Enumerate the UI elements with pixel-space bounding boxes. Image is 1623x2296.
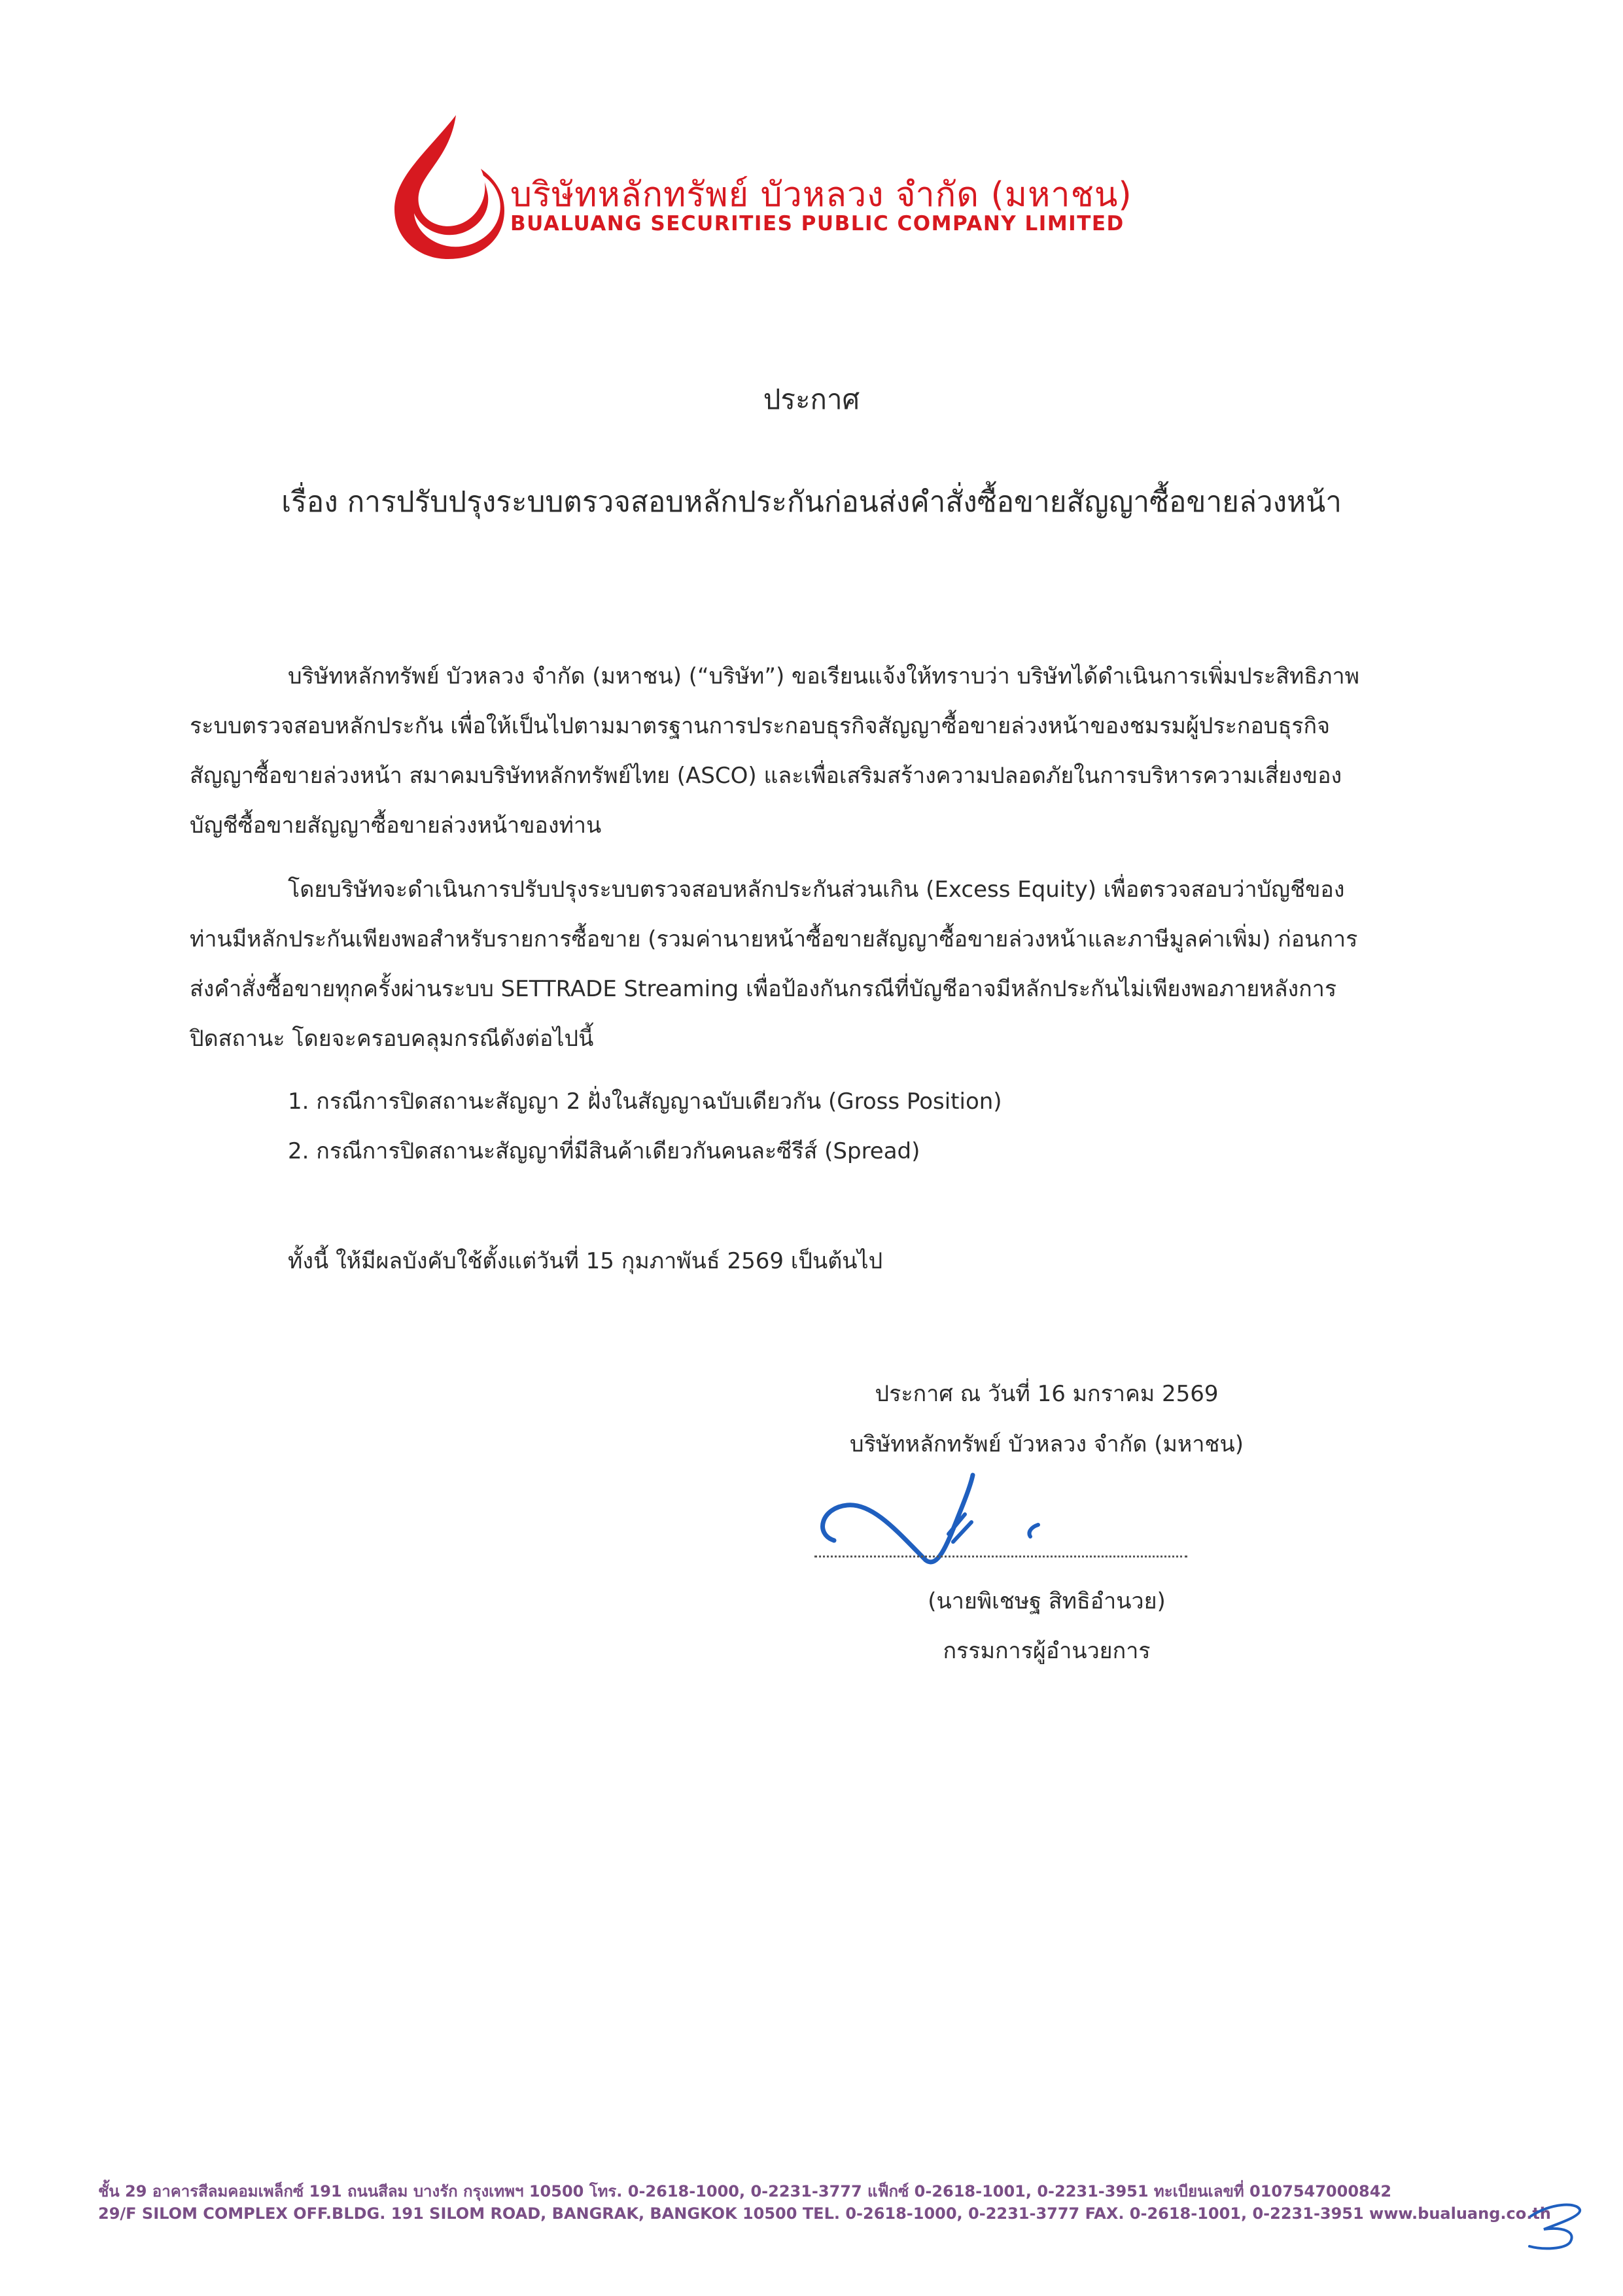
signatory-position: กรรมการผู้อำนวยการ bbox=[943, 1638, 1151, 1664]
signature-dotted-line bbox=[814, 1556, 1187, 1557]
paragraph-line: ท่านมีหลักประกันเพียงพอสำหรับรายการซื้อขาย (รวมค่านายหน้าซื้อขายสัญญาซื้อขายล่วงหน้าและภาษีมูลค่าเพิ่ม) ก่อนการ bbox=[190, 926, 1358, 952]
paragraph-line: บริษัทหลักทรัพย์ บัวหลวง จำกัด (มหาชน) (“บริษัท”) ขอเรียนแจ้งให้ทราบว่า บริษัทได้ดำเนินการเพิ่มประสิทธิภาพ bbox=[288, 663, 1359, 689]
list-item: 2. กรณีการปิดสถานะสัญญาที่มีสินค้าเดียวกันคนละซีรีส์ (Spread) bbox=[288, 1138, 920, 1164]
paragraph-line: บัญชีซื้อขายสัญญาซื้อขายล่วงหน้าของท่าน bbox=[190, 812, 602, 839]
document-subject: เรื่อง การปรับปรุงระบบตรวจสอบหลักประกันก่อนส่งคำสั่งซื้อขายสัญญาซื้อขายล่วงหน้า bbox=[281, 485, 1342, 519]
paragraph-line: ปิดสถานะ โดยจะครอบคลุมกรณีดังต่อไปนี้ bbox=[190, 1026, 594, 1052]
paragraph-1 bbox=[190, 652, 1426, 850]
initials-mark-icon bbox=[1518, 2190, 1590, 2255]
bualuang-lotus-logo-icon bbox=[383, 111, 514, 262]
announcement-date: ประกาศ ณ วันที่ 16 มกราคม 2569 bbox=[875, 1381, 1219, 1407]
company-name-english: BUALUANG SECURITIES PUBLIC COMPANY LIMITED bbox=[510, 212, 1125, 235]
case-list bbox=[288, 1077, 1002, 1176]
document-title: ประกาศ bbox=[763, 383, 860, 415]
list-item: 1. กรณีการปิดสถานะสัญญา 2 ฝั่งในสัญญาฉบับเดียวกัน (Gross Position) bbox=[288, 1088, 1002, 1115]
effective-date-statement: ทั้งนี้ ให้มีผลบังคับใช้ตั้งแต่วันที่ 15 กุมภาพันธ์ 2569 เป็นต้นไป bbox=[288, 1248, 883, 1274]
signatory-company: บริษัทหลักทรัพย์ บัวหลวง จำกัด (มหาชน) bbox=[850, 1431, 1244, 1457]
company-name-thai: บริษัทหลักทรัพย์ บัวหลวง จำกัด (มหาชน) bbox=[510, 175, 1132, 215]
footer-address-thai: ชั้น 29 อาคารสีลมคอมเพล็กซ์ 191 ถนนสีลม บางรัก กรุงเทพฯ 10500 โทร. 0-2618-1000, 0-2231-3777 แฟ็กซ์ 0-2618-1001, 0-2231-3951 ทะเบียนเลขที่ 0107547000842 bbox=[98, 2182, 1392, 2200]
footer-address-english: 29/F SILOM COMPLEX OFF.BLDG. 191 SILOM ROAD, BANGRAK, BANGKOK 10500 TEL. 0-2618-1000, 0-2231-3777 FAX. 0-2618-1001, 0-2231-3951 www.bualuang.co.th bbox=[98, 2204, 1551, 2223]
signatory-name: (นายพิเชษฐ สิทธิอำนวย) bbox=[928, 1588, 1166, 1614]
paragraph-line: ส่งคำสั่งซื้อขายทุกครั้งผ่านระบบ SETTRADE Streaming เพื่อป้องกันกรณีที่บัญชีอาจมีหลักประกันไม่เพียงพอภายหลังการ bbox=[190, 976, 1337, 1002]
paragraph-2 bbox=[190, 865, 1426, 1064]
paragraph-line: สัญญาซื้อขายล่วงหน้า สมาคมบริษัทหลักทรัพย์ไทย (ASCO) และเพื่อเสริมสร้างความปลอดภัยในการบริหารความเสี่ยงของ bbox=[190, 763, 1342, 789]
handwritten-signature bbox=[808, 1462, 1083, 1580]
paragraph-line: โดยบริษัทจะดำเนินการปรับปรุงระบบตรวจสอบหลักประกันส่วนเกิน (Excess Equity) เพื่อตรวจสอบว่าบัญชีของ bbox=[288, 877, 1345, 903]
paragraph-line: ระบบตรวจสอบหลักประกัน เพื่อให้เป็นไปตามมาตรฐานการประกอบธุรกิจสัญญาซื้อขายล่วงหน้าของชมรมผู้ประกอบธุรกิจ bbox=[190, 713, 1331, 739]
